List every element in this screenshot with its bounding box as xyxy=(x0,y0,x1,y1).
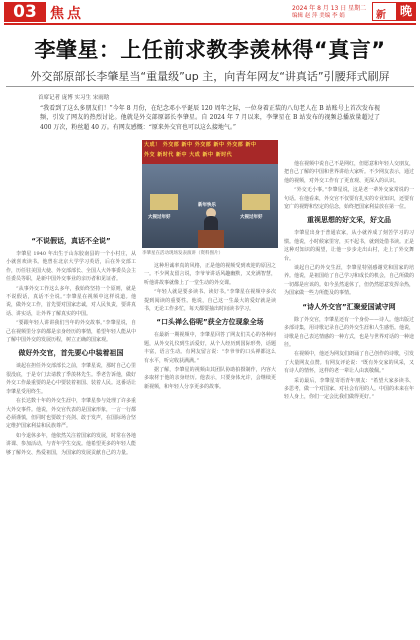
logo-prefix: 新 xyxy=(376,10,386,21)
screen-panel xyxy=(242,194,270,210)
headline: 李肇星：上任前求教李羡林得“真言” xyxy=(34,38,386,62)
body-paragraph: 这种坦诚率真的风格，正是他的视频受到欢迎的原因之一。不少网友留言说，李爷爷讲话风趣幽默，又充满智慧，听他讲故事就像上了一堂生动的外交课。 xyxy=(144,263,276,286)
screen-panel xyxy=(150,194,178,210)
body-paragraph: 李肇星 1940 年出生于山东胶南县的一个小村庄，从小就喜欢读书。他曾在北京大学学习英语，后在外交部工作，历任驻美国大使、外交部部长、全国人大外事委员会主任委员等职，是新中国外交事业的亲历者和见证者。 xyxy=(6,251,136,283)
section-subheading: 重视思想的好文采，好文品 xyxy=(307,216,391,225)
section-subheading: “不说假话，真话不全说” xyxy=(31,237,111,245)
section-name: 焦点 xyxy=(50,6,84,22)
section-subheading: 做好外交官，首先要心中装着祖国 xyxy=(18,349,124,358)
masthead xyxy=(0,0,420,22)
lead-paragraph: “我看到了这么多朋友们！”今年 8 月份，在纪念邓小平诞辰 120 周年之际，一位身着正装的八旬老人在 B 站账号上首次发布视频，引发了网友的热烈讨论。他就是外交部原部长李肇星。自 2024 年 7 月以来，李肇星在 B 站发布的视频总播放量超过了 400 万次，粉丝超 40 万。有网友感慨：“原来外交官也可以这么接地气。” xyxy=(40,105,380,131)
banner-text-row: 大成！ 外交部 新中 外交部 新中 外交部 新中 xyxy=(144,142,257,148)
article-column-3 xyxy=(284,160,414,636)
body-paragraph: 李肇星出身于普通农家，从小就养成了刻苦学习的习惯。他说，小时候家里穷，买不起书，就到处借书读。正是这种对知识的渴望，让他一步步走出山村，走上了外交舞台。 xyxy=(284,230,414,262)
photo-banner xyxy=(142,140,278,164)
headline-divider xyxy=(6,86,414,87)
editor-credits: 编辑 赵 萍 美编 李 娟 xyxy=(292,13,345,19)
issue-date: 2024 年 8 月 13 日 星期二 xyxy=(292,5,367,12)
body-paragraph: 在长达数十年的外交生涯中，李肇星参与处理了许多重大外交事件。他说，外交官代表的是国家形象，一言一行都必须谨慎，但同时也要敢于亮剑、敢于发声，在国际场合坚定维护国家利益和民族尊严。 xyxy=(6,398,136,430)
section-subheading: “口头禅么俗呢”获全方位现象全场 xyxy=(156,318,264,327)
body-paragraph: 谈起自己的外交生涯，李肇星特别感谢党和国家的培养。他说，是祖国给了自己学习和成长的机会，自己所做的一切都是应该的。如今虽然退休了，但仍然愿意发挥余热，为国家做一些力所能及的事情。 xyxy=(284,265,414,297)
banner-text-row: 外交 新时代 新中 大成 新中 新时代 xyxy=(144,152,233,158)
byline: 首席记者 庞博 实习生 宋雨晗 xyxy=(38,95,110,101)
body-paragraph: “外交无小事。”李肇星说，这是老一辈外交家常说的一句话。在他看来，外交官不仅要有扎实的专业知识，还要有宽广的视野和坚定的信念，始终把国家利益放在第一位。 xyxy=(284,187,414,211)
section-subheading: “诗人外交官”汇聚爱国诚守网 xyxy=(302,302,396,311)
page-number: 03 xyxy=(4,2,46,22)
logo-badge: 晚 xyxy=(396,3,416,20)
subheadline: 外交部原部长李肇星当“重量级”up 主，向青年网友“讲真话”引腰拜式刷屏 xyxy=(30,70,390,83)
body-paragraph: “年轻人就是要多读书、读好书。”李肇星在视频中多次提到阅读的重要性。他说，自己这一生最大的爱好就是读书，无论工作多忙，每天都要抽出时间读书学习。 xyxy=(144,289,276,313)
screen-label: 大视过年好 xyxy=(240,215,263,220)
body-paragraph: 采访最后，李肇星寄语青年朋友：“希望大家多读书、多思考，做一个对国家、对社会有用的人。中国的未来在年轻人身上，你们一定会比我们做得更好。” xyxy=(284,377,414,401)
body-paragraph: “要跟年轻人讲讲我们当年的外交故事。”李肇星说，自己在视频里分享的都是亲身经历的事情，希望年轻人能从中了解中国外交的发展历程，树立正确的国家观。 xyxy=(6,320,136,344)
header-rule xyxy=(4,23,416,25)
article-column-1 xyxy=(6,232,136,636)
article-column-2 xyxy=(144,262,276,636)
screen-label: 大视过年好 xyxy=(148,215,171,220)
newspaper-logo xyxy=(372,2,416,21)
body-paragraph: “从事外交工作这么多年，我始终坚持一个原则，就是不说假话，真话不全说。”李肇星在视频中这样说道。他说，做外交工作，首先要对国家忠诚，对人民负责，要讲真话、讲实话，让外界了解真实的中国。 xyxy=(6,285,136,317)
photo-caption: 李肇星在活动现场发表演讲（资料图片） xyxy=(142,251,223,256)
stage xyxy=(142,164,278,248)
body-paragraph: 谈起在担任外交部部长之前，李肇星说，那时自己心里很没底，于是专门去请教了季羡林先生。季老告诉他，做好外交工作最重要的是心中要装着祖国、装着人民。这番话让李肇星受用终生。 xyxy=(6,363,136,395)
body-paragraph: 除了外交官，李肇星还有一个身份——诗人。他出版过多部诗集，用诗歌记录自己的外交生涯和人生感悟。他说，诗歌是自己表达情感的一种方式，也是与世界对话的一种途径。 xyxy=(284,316,414,348)
screen-label: 新年快乐 xyxy=(198,203,216,208)
event-photo xyxy=(142,140,278,248)
podium xyxy=(198,230,224,248)
body-paragraph: 如今退休多年，他依然关注着国家的发展，时常在各地讲课、参加活动，与青年学生交流。他希望更多的年轻人能够了解外交、热爱祖国，为国家的发展贡献自己的力量。 xyxy=(6,432,136,456)
body-paragraph: 在最新一期视频中，李肇星回答了网友们关心的各种问题，从外交礼仪到生活爱好，从个人经历到国际形势，话题丰富，语言生动。有网友留言说：“李爷爷的口头禅都这么有水平，听完收获满满。” xyxy=(144,332,276,364)
body-paragraph: 在视频中，他还为网友们朗诵了自己创作的诗歌，引发了大量网友点赞。有网友评论说：“既有外交家的风采，又有诗人的情怀，这样的老一辈让人由衷敬佩。” xyxy=(284,351,414,375)
body-paragraph: 据了解，李肇星的视频由其团队协助拍摄制作，内容大多取材于他的亲身经历。他表示，只要身体允许，会继续更新视频，和年轻人分享更多的故事。 xyxy=(144,367,276,390)
body-paragraph: 他在视频中说自己不是网红，但愿意和年轻人交朋友，把自己了解的中国和世界讲给大家听。不少网友表示，通过他的视频，对外交工作有了更直观、更深入的认识。 xyxy=(284,161,414,184)
